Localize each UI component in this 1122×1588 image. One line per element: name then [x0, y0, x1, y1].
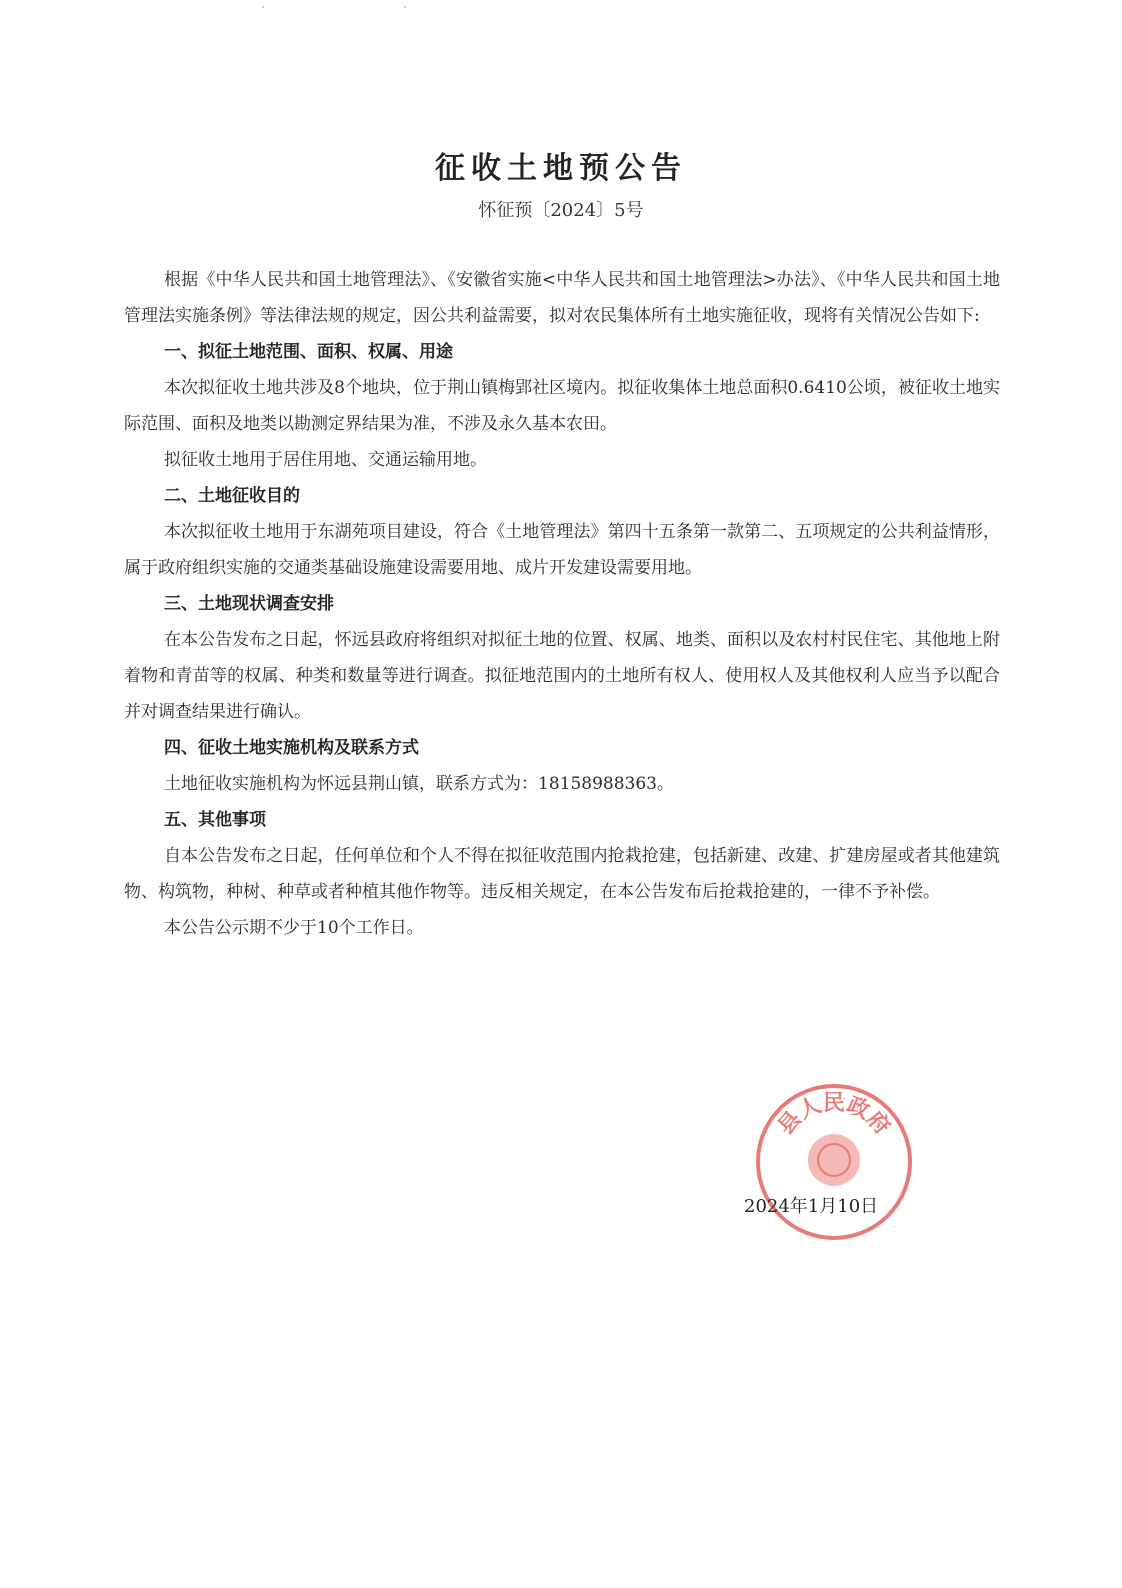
section-5-paragraph-1: 自本公告发布之日起，任何单位和个人不得在拟征收范围内抢栽抢建，包括新建、改建、扩建房屋或者其他建筑物、构筑物，种树、种草或者种植其他作物等。违反相关规定，在本公告发布后抢栽抢建的，一律不予补偿。 [124, 846, 1000, 902]
section-heading-4: 四、征收土地实施机构及联系方式 [164, 738, 419, 758]
document-body [124, 262, 1000, 946]
seal-text: 县人民政府 [773, 1091, 895, 1140]
section-5-paragraph-2: 本公告公示期不少于10个工作日。 [164, 918, 424, 938]
section-2-paragraph-1: 本次拟征收土地用于东湖苑项目建设，符合《土地管理法》第四十五条第一款第二、五项规定的公共利益情形，属于政府组织实施的交通类基础设施建设需要用地、成片开发建设需要用地。 [124, 522, 1000, 578]
intro-paragraph: 根据《中华人民共和国土地管理法》、《安徽省实施<中华人民共和国土地管理法>办法》、《中华人民共和国土地管理法实施条例》等法律法规的规定，因公共利益需要，拟对农民集体所有土地实施征收，现将有关情况公告如下: [124, 270, 1000, 326]
section-heading-2: 二、土地征收目的 [164, 486, 300, 506]
scan-speck [262, 6, 264, 8]
section-heading-5: 五、其他事项 [164, 810, 266, 830]
section-3-paragraph-1: 在本公告发布之日起，怀远县政府将组织对拟征土地的位置、权属、地类、面积以及农村村民住宅、其他地上附着物和青苗等的权属、种类和数量等进行调查。拟征地范围内的土地所有权人、使用权人及其他权利人应当予以配合并对调查结果进行确认。 [124, 630, 1000, 722]
seal-emblem [808, 1134, 860, 1186]
section-1-paragraph-1: 本次拟征收土地共涉及8个地块，位于荆山镇梅郢社区境内。拟征收集体土地总面积0.6410公顷，被征收土地实际范围、面积及地类以勘测定界结果为准，不涉及永久基本农田。 [124, 378, 1000, 434]
document-date: 2024年1月10日 [744, 1196, 879, 1217]
section-4-paragraph-1: 土地征收实施机构为怀远县荆山镇，联系方式为：18158988363。 [164, 774, 674, 794]
document-number: 怀征预〔2024〕5号 [478, 200, 644, 221]
section-heading-1: 一、拟征土地范围、面积、权属、用途 [164, 342, 453, 362]
section-heading-3: 三、土地现状调查安排 [164, 594, 334, 614]
official-seal-stamp [752, 1080, 916, 1244]
scan-speck [404, 6, 406, 8]
section-1-paragraph-2: 拟征收土地用于居住用地、交通运输用地。 [164, 450, 487, 470]
document-title: 征收土地预公告 [435, 151, 687, 186]
